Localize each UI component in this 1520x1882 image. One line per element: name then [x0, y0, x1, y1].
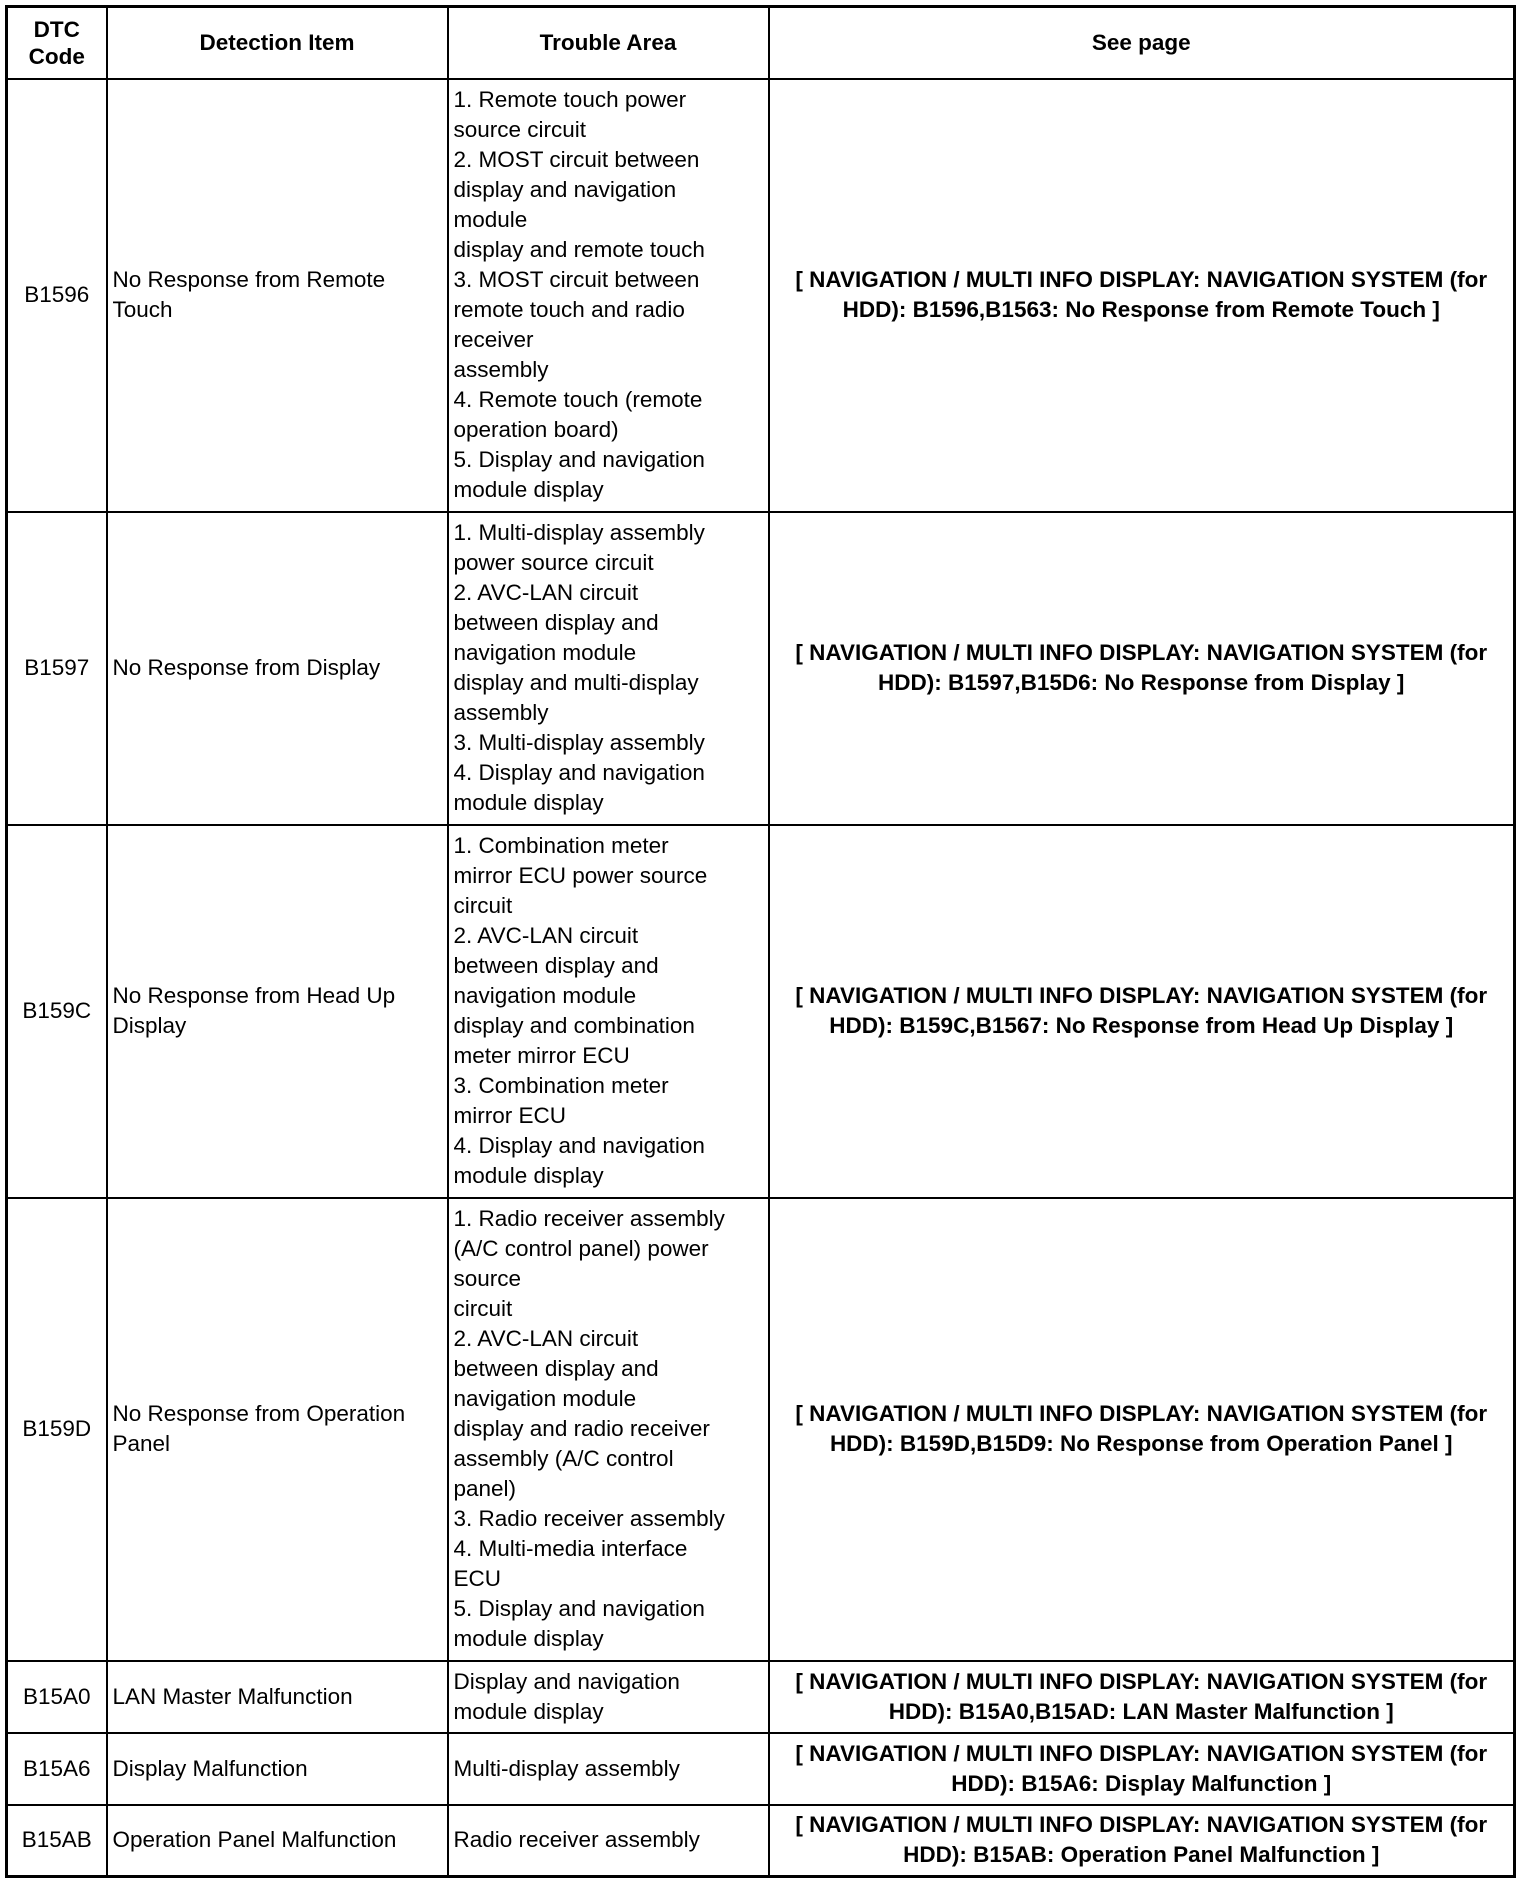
trouble-area-line: 3. Combination meter — [453, 1073, 669, 1098]
trouble-area-cell — [448, 1733, 769, 1805]
trouble-area-line: circuit — [453, 893, 513, 918]
trouble-area-line: display and remote touch — [453, 237, 705, 262]
trouble-area-line: 4. Display and navigation — [453, 1133, 705, 1158]
table-row — [7, 79, 1515, 512]
trouble-area-line: between display and — [453, 1356, 659, 1381]
trouble-area-line: Multi-display assembly — [453, 1755, 680, 1781]
trouble-area-line: 5. Display and navigation — [453, 447, 705, 472]
trouble-area-line: assembly — [453, 357, 549, 382]
trouble-area-line: module display — [453, 1698, 604, 1724]
trouble-area-line: source — [453, 1266, 522, 1291]
trouble-area-line: display and radio receiver — [453, 1416, 710, 1441]
trouble-area-line: assembly (A/C control — [453, 1446, 674, 1471]
trouble-area-line: navigation module — [453, 983, 637, 1008]
trouble-area-line: 3. MOST circuit between — [453, 267, 700, 292]
detection-item-cell: Operation Panel Malfunction — [107, 1805, 448, 1877]
see-page-reference[interactable]: [ NAVIGATION / MULTI INFO DISPLAY: NAVIGATION SYSTEM (for HDD): B15A6: Display Malfunction ] — [769, 1733, 1515, 1805]
trouble-area-line: ECU — [453, 1566, 502, 1591]
trouble-area-line: source circuit — [453, 117, 587, 142]
trouble-area-line: module display — [453, 477, 604, 502]
dtc-code-cell: B15AB — [7, 1805, 107, 1877]
dtc-code-cell: B1597 — [7, 512, 107, 825]
trouble-area-line: 1. Radio receiver assembly — [453, 1206, 725, 1231]
trouble-area-line: 4. Remote touch (remote — [453, 387, 703, 412]
dtc-code-cell: B15A0 — [7, 1661, 107, 1733]
trouble-area-cell — [448, 1198, 769, 1661]
header-row — [7, 7, 1515, 79]
table-row — [7, 1198, 1515, 1661]
trouble-area-line: 3. Radio receiver assembly — [453, 1506, 725, 1531]
header-trouble-area: Trouble Area — [448, 7, 769, 79]
trouble-area-cell — [448, 1805, 769, 1877]
trouble-area-line: assembly — [453, 700, 549, 725]
trouble-area-cell — [448, 512, 769, 825]
trouble-area-line: 3. Multi-display assembly — [453, 730, 705, 755]
trouble-area-line: 2. AVC-LAN circuit — [453, 923, 639, 948]
detection-item-cell: LAN Master Malfunction — [107, 1661, 448, 1733]
table-row — [7, 1661, 1515, 1733]
header-dtc-code: DTC Code — [7, 7, 107, 79]
trouble-area-line: module display — [453, 1163, 604, 1188]
detection-item-cell: No Response from Display — [107, 512, 448, 825]
see-page-reference[interactable]: [ NAVIGATION / MULTI INFO DISPLAY: NAVIGATION SYSTEM (for HDD): B1597,B15D6: No Response from Display ] — [769, 512, 1515, 825]
trouble-area-line: circuit — [453, 1296, 513, 1321]
trouble-area-line: 1. Combination meter — [453, 833, 669, 858]
trouble-area-line: display and multi-display — [453, 670, 699, 695]
trouble-area-cell — [448, 825, 769, 1198]
dtc-code-cell: B1596 — [7, 79, 107, 512]
dtc-code-cell: B15A6 — [7, 1733, 107, 1805]
table-row — [7, 1805, 1515, 1877]
trouble-area-line: navigation module — [453, 640, 637, 665]
trouble-area-cell — [448, 1661, 769, 1733]
trouble-area-line: 1. Multi-display assembly — [453, 520, 705, 545]
see-page-reference[interactable]: [ NAVIGATION / MULTI INFO DISPLAY: NAVIGATION SYSTEM (for HDD): B1596,B1563: No Response from Remote Touch ] — [769, 79, 1515, 512]
trouble-area-line: Radio receiver assembly — [453, 1827, 700, 1853]
trouble-area-line: module — [453, 207, 528, 232]
trouble-area-line: remote touch and radio — [453, 297, 685, 322]
dtc-code-cell: B159C — [7, 825, 107, 1198]
detection-item-cell: No Response from Head Up Display — [107, 825, 448, 1198]
header-detection-item: Detection Item — [107, 7, 448, 79]
detection-item-cell: Display Malfunction — [107, 1733, 448, 1805]
table-row — [7, 1733, 1515, 1805]
trouble-area-line: meter mirror ECU — [453, 1043, 630, 1068]
trouble-area-line: mirror ECU power source — [453, 863, 708, 888]
trouble-area-line: panel) — [453, 1476, 517, 1501]
trouble-area-line: 2. AVC-LAN circuit — [453, 1326, 639, 1351]
see-page-reference[interactable]: [ NAVIGATION / MULTI INFO DISPLAY: NAVIGATION SYSTEM (for HDD): B159D,B15D9: No Response from Operation Panel ] — [769, 1198, 1515, 1661]
dtc-code-cell: B159D — [7, 1198, 107, 1661]
trouble-area-line: mirror ECU — [453, 1103, 566, 1128]
trouble-area-line: between display and — [453, 610, 659, 635]
table-row — [7, 825, 1515, 1198]
trouble-area-line: 4. Display and navigation — [453, 760, 705, 785]
trouble-area-line: between display and — [453, 953, 659, 978]
trouble-area-line: (A/C control panel) power — [453, 1236, 709, 1261]
trouble-area-line: 1. Remote touch power — [453, 87, 687, 112]
see-page-reference[interactable]: [ NAVIGATION / MULTI INFO DISPLAY: NAVIGATION SYSTEM (for HDD): B15A0,B15AD: LAN Master Malfunction ] — [769, 1661, 1515, 1733]
trouble-area-line: Display and navigation — [453, 1668, 680, 1694]
trouble-area-line: display and navigation — [453, 177, 677, 202]
dtc-table — [5, 5, 1516, 1878]
table-row — [7, 512, 1515, 825]
trouble-area-line: module display — [453, 790, 604, 815]
trouble-area-line: module display — [453, 1626, 604, 1651]
trouble-area-line: power source circuit — [453, 550, 654, 575]
trouble-area-line: 2. AVC-LAN circuit — [453, 580, 639, 605]
trouble-area-line: navigation module — [453, 1386, 637, 1411]
trouble-area-line: 5. Display and navigation — [453, 1596, 705, 1621]
trouble-area-line: 2. MOST circuit between — [453, 147, 700, 172]
trouble-area-line: display and combination — [453, 1013, 695, 1038]
trouble-area-line: operation board) — [453, 417, 619, 442]
detection-item-cell: No Response from Remote Touch — [107, 79, 448, 512]
trouble-area-line: 4. Multi-media interface — [453, 1536, 688, 1561]
header-see-page: See page — [769, 7, 1515, 79]
see-page-reference[interactable]: [ NAVIGATION / MULTI INFO DISPLAY: NAVIGATION SYSTEM (for HDD): B15AB: Operation Panel Malfunction ] — [769, 1805, 1515, 1877]
trouble-area-cell — [448, 79, 769, 512]
trouble-area-line: receiver — [453, 327, 534, 352]
see-page-reference[interactable]: [ NAVIGATION / MULTI INFO DISPLAY: NAVIGATION SYSTEM (for HDD): B159C,B1567: No Response from Head Up Display ] — [769, 825, 1515, 1198]
detection-item-cell: No Response from Operation Panel — [107, 1198, 448, 1661]
